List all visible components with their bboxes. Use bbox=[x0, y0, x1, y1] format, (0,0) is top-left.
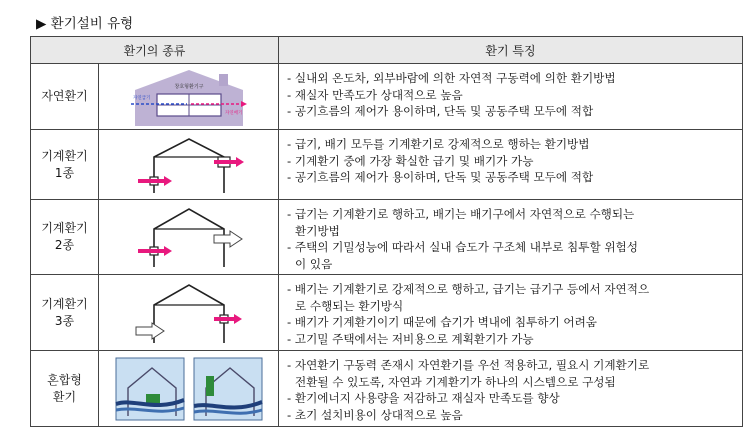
features-hybrid bbox=[279, 351, 743, 427]
feature-line: - 공기흐름의 제어가 용이하며, 단독 및 공동주택 모두에 적합 bbox=[287, 170, 594, 184]
type-name-mech2 bbox=[31, 200, 99, 275]
type-name-line: 환기 bbox=[52, 389, 77, 404]
diagram-label: 자연배기 bbox=[224, 110, 242, 116]
feature-line: - 실내외 온도차, 외부바람에 의한 자연적 구동력에 의한 환기방법 bbox=[287, 71, 616, 85]
mech1-ventilation-diagram bbox=[134, 135, 244, 195]
type-name-line: 혼합형 bbox=[47, 372, 82, 387]
table-header-row bbox=[31, 37, 743, 64]
header-type: 환기의 종류 bbox=[31, 37, 279, 64]
features-mech2 bbox=[279, 200, 743, 275]
type-name-line: 기계환기 bbox=[41, 296, 88, 311]
type-name-line: 기계환기 bbox=[41, 148, 88, 163]
features-natural bbox=[279, 64, 743, 130]
feature-line: - 배기는 기계환기로 강제적으로 행하고, 급기는 급기구 등에서 자연적으 bbox=[287, 282, 650, 296]
diagram-mech1 bbox=[99, 130, 279, 200]
diagram-mech3 bbox=[99, 275, 279, 351]
feature-line: 로 수행되는 환기방식 bbox=[295, 298, 404, 313]
feature-line: - 초기 설치비용이 상대적으로 높음 bbox=[287, 407, 463, 422]
type-name-natural bbox=[31, 64, 99, 130]
type-name-line: 3종 bbox=[54, 313, 75, 328]
feature-line: - 자연환기 구동력 존재시 자연환기를 우선 적용하고, 필요시 기계환기로 bbox=[287, 358, 650, 372]
diagram-hybrid bbox=[99, 351, 279, 427]
feature-line: - 공기흐름의 제어가 용이하며, 단독 및 공동주택 모두에 적합 bbox=[287, 104, 594, 118]
ventilation-table bbox=[30, 36, 743, 427]
feature-line: - 주택의 기밀성능에 따라서 실내 습도가 구조체 내부로 침투할 위험성 bbox=[287, 240, 638, 254]
diagram-label: 자연급기 bbox=[132, 95, 150, 101]
feature-line: - 배기가 기계환기이기 때문에 습기가 벽내에 침투하기 어려움 bbox=[287, 315, 597, 329]
type-name-line: 자연환기 bbox=[41, 89, 88, 103]
feature-line: - 급기, 배기 모두를 기계환기로 강제적으로 행하는 환기방법 bbox=[287, 137, 590, 151]
feature-line: - 기계환기 중에 가장 확실한 급기 및 배기가 가능 bbox=[287, 153, 534, 168]
table-row bbox=[31, 130, 743, 200]
type-name-line: 1종 bbox=[54, 165, 75, 180]
natural-ventilation-diagram bbox=[129, 66, 249, 128]
header-feature: 환기 특징 bbox=[279, 37, 743, 64]
section-title-text: ▶ 환기설비 유형 bbox=[36, 16, 134, 32]
diagram-mech2 bbox=[99, 200, 279, 275]
features-mech1 bbox=[279, 130, 743, 200]
table-row bbox=[31, 351, 743, 427]
feature-line: 전환될 수 있도록, 자연과 기계환기가 하나의 시스템으로 구성됨 bbox=[295, 374, 616, 389]
type-name-line: 2종 bbox=[54, 238, 75, 252]
mech2-ventilation-diagram bbox=[134, 205, 244, 269]
feature-line: 환기방법 bbox=[295, 223, 340, 238]
feature-line: 이 있음 bbox=[295, 256, 333, 271]
feature-line: - 고기밀 주택에서는 저비용으로 계획환기가 가능 bbox=[287, 331, 534, 346]
diagram-label: 창호형환기구 bbox=[174, 83, 203, 90]
feature-line: - 재실자 만족도가 상대적으로 높음 bbox=[287, 87, 463, 102]
type-name-mech3 bbox=[31, 275, 99, 351]
feature-line: - 환기에너지 사용량을 저감하고 재실자 만족도를 향상 bbox=[287, 391, 560, 405]
table-row bbox=[31, 64, 743, 130]
section-title bbox=[36, 12, 133, 32]
features-mech3 bbox=[279, 275, 743, 351]
type-name-mech1 bbox=[31, 130, 99, 200]
type-name-hybrid bbox=[31, 351, 99, 427]
diagram-natural bbox=[99, 64, 279, 130]
type-name-line: 기계환기 bbox=[41, 221, 88, 235]
feature-line: - 급기는 기계환기로 행하고, 배기는 배기구에서 자연적으로 수행되는 bbox=[287, 207, 635, 221]
table-row bbox=[31, 200, 743, 275]
table-row bbox=[31, 275, 743, 351]
hybrid-ventilation-diagram bbox=[114, 356, 264, 422]
mech3-ventilation-diagram bbox=[134, 281, 244, 345]
